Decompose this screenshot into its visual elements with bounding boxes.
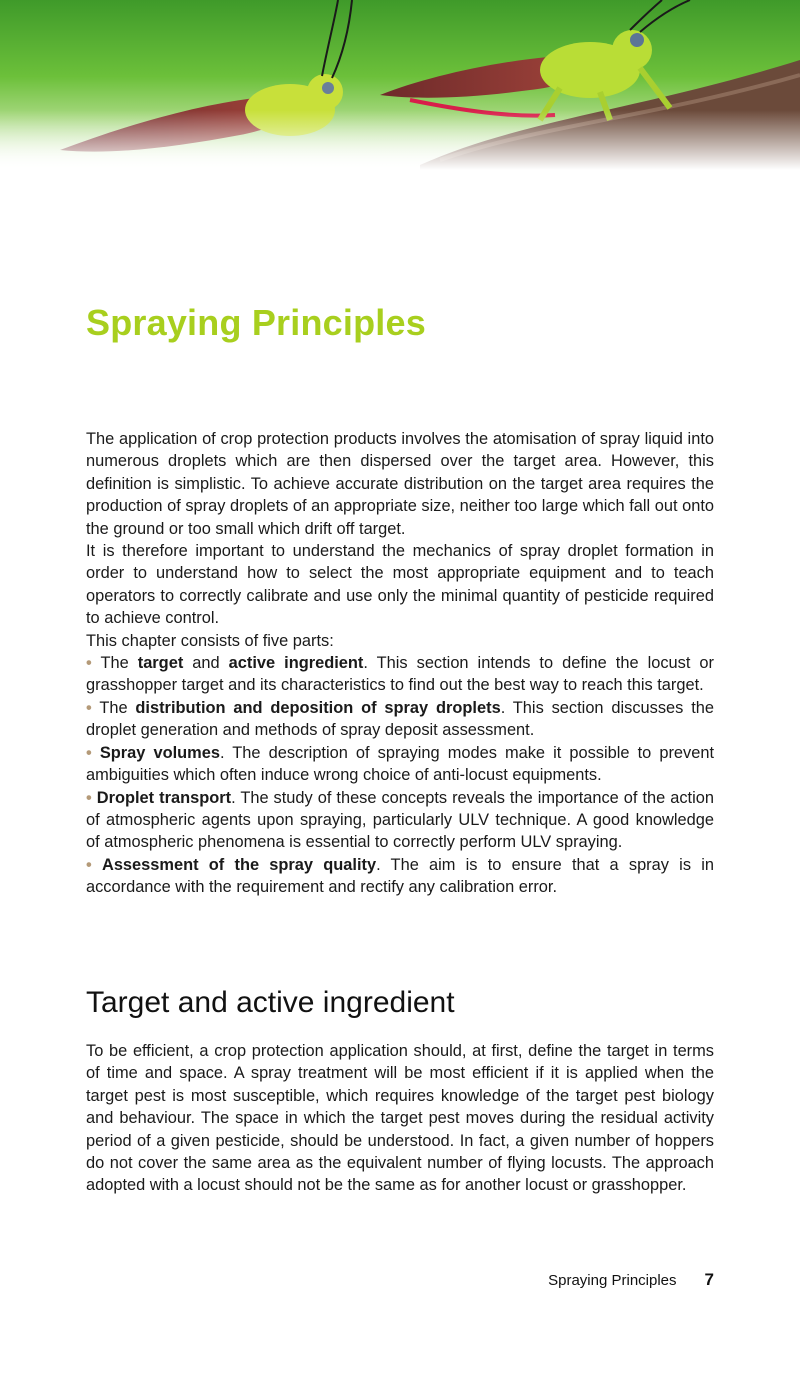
page-title: Spraying Principles <box>86 302 426 343</box>
section-paragraph: To be efficient, a crop protection application should, at first, define the target in terms of time and space. A spray treatment will be most efficient if it is applied when the target pest is most susceptible, which requires knowledge of the target pest biology and behaviour. The space in which the target pest moves during the residual activity period of a given pesticide, should be understood. In fact, a given number of hoppers do not cover the same area as the equivalent number of flying locusts. The approach adopted with a locust should not be the same as for another locust or grasshopper. <box>86 1042 714 1195</box>
intro-paragraph: It is therefore important to understand the mechanics of spray droplet formation in order to understand how to select the most appropriate equipment and to teach operators to correctly calibrate and use only the minimal quantity of pesticide required to achieve control. <box>86 542 714 628</box>
page-number: 7 <box>704 1270 714 1289</box>
bullet-icon: • <box>86 788 92 807</box>
list-item: • The target and active ingredient. This section intends to define the locust or grasshopper target and its characteristics to find out the best way to reach this target. <box>86 654 714 695</box>
list-item: • Assessment of the spray quality. The aim is to ensure that a spray is in accordance with the requirement and rectify any calibration error. <box>86 855 714 897</box>
bullet-icon: • <box>86 855 92 874</box>
list-item: • The distribution and deposition of spray droplets. This section discusses the droplet generation and methods of spray deposit assessment. <box>86 698 715 740</box>
intro-paragraph: This chapter consists of five parts: <box>86 631 334 650</box>
bullet-icon: • <box>86 654 92 673</box>
running-title: Spraying Principles <box>548 1272 677 1289</box>
bullet-icon: • <box>86 743 92 762</box>
header-photo <box>0 0 800 170</box>
grasshopper-illustration <box>0 0 800 170</box>
list-item: • Droplet transport. The study of these concepts reveals the importance of the action of atmospheric agents upon spraying, particularly ULV technique. A good knowledge of atmospheric phenomena is essential to correctly perform ULV spraying. <box>86 788 714 852</box>
bullet-icon: • <box>86 698 92 717</box>
intro-paragraph: The application of crop protection products involves the atomisation of spray liquid into numerous droplets which are then dispersed over the target area. However, this definition is simplistic. To achieve accurate distribution on the target area requires the production of spray droplets of an appropriate size, neither too large which fall out onto the ground or too small which drift off target. <box>86 430 714 538</box>
page-footer <box>548 1270 714 1290</box>
section-heading: Target and active ingredient <box>86 986 455 1019</box>
list-item: • Spray volumes. The description of spraying modes make it possible to prevent ambiguities which often induce wrong choice of anti-locust equipments. <box>86 743 714 785</box>
intro-text <box>86 428 714 899</box>
